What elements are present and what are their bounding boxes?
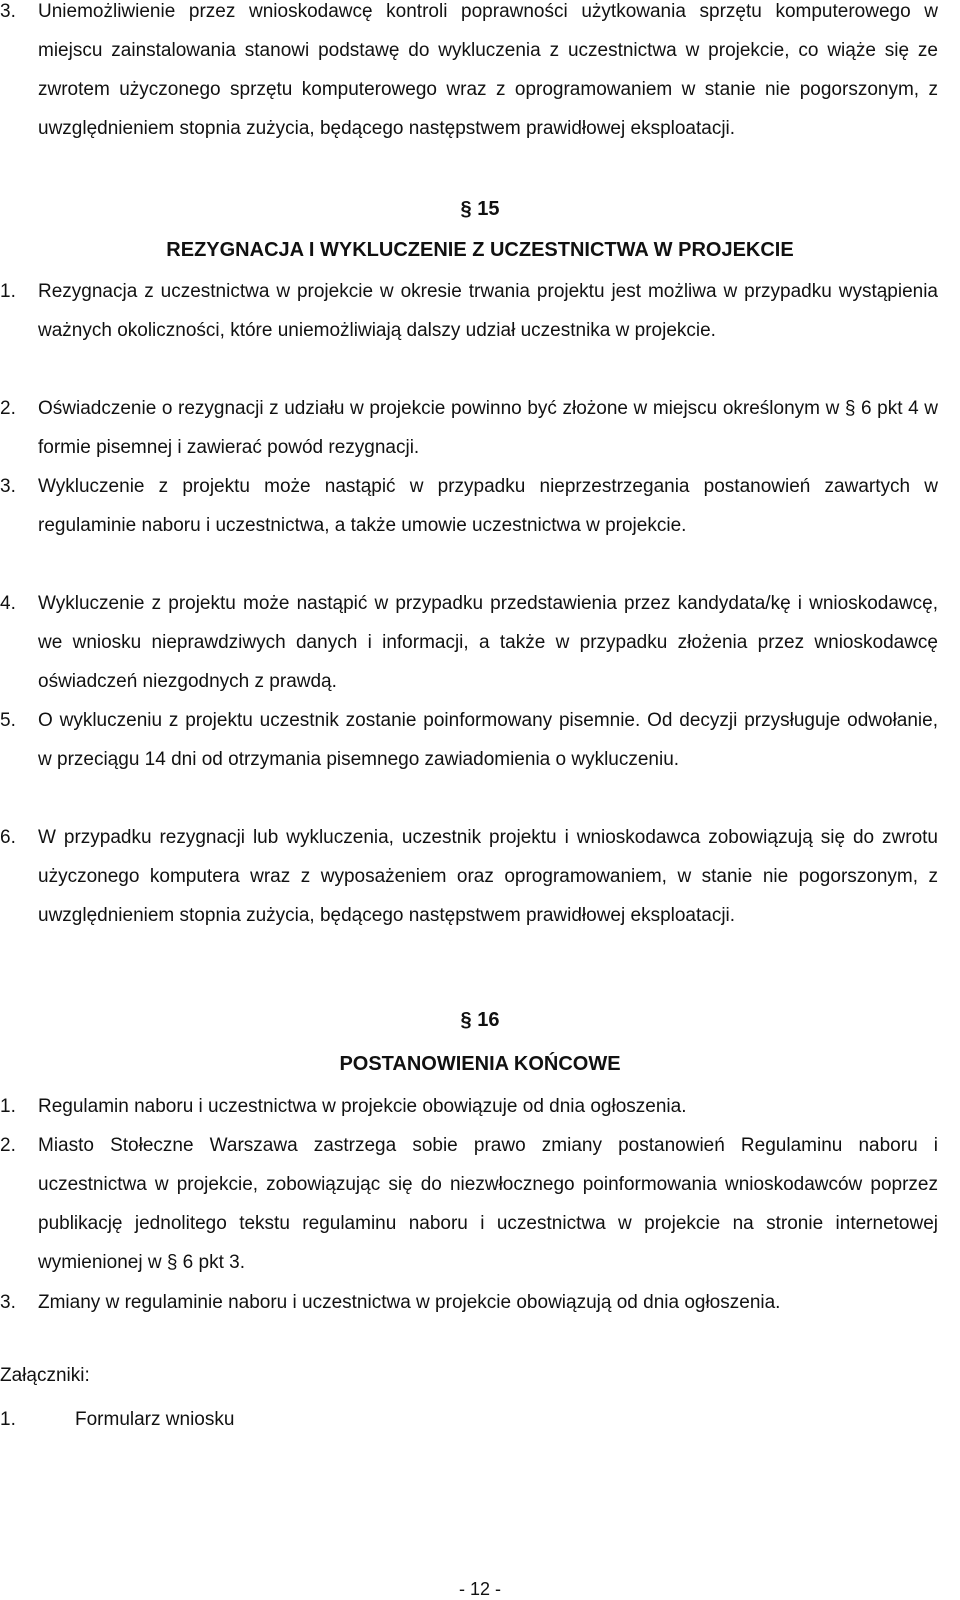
item-text: Oświadczenie o rezygnacji z udziału w projekcie powinno być złożone w miejscu określonym w § 6 pkt 4 w formie pisemnej i zawierać powód rezygnacji. [38, 398, 938, 458]
item-number: 6. [0, 827, 16, 848]
item-text: W przypadku rezygnacji lub wykluczenia, uczestnik projektu i wnioskodawca zobowiązują się do zwrotu użyczonego komputera wraz z wyposażeniem oraz oprogramowaniem, w stanie nie pogorszonym, z uwzględnieniem stopnia zużycia, będącego następstwem prawidłowej eksploatacji. [38, 827, 938, 926]
item-text: Zmiany w regulaminie naboru i uczestnictwa w projekcie obowiązują od dnia ogłoszenia. [38, 1292, 781, 1313]
section-sign: § 16 [460, 1009, 500, 1031]
item-number: 5. [0, 710, 16, 731]
item-number: 1. [0, 1096, 16, 1117]
page-number: - 12 - [458, 1579, 501, 1599]
section-sign: § 15 [460, 198, 500, 220]
item-number: 2. [0, 398, 16, 419]
attachments-label: Załączniki: [0, 1365, 90, 1386]
item-text: Miasto Stołeczne Warszawa zastrzega sobie prawo zmiany postanowień Regulaminu naboru i uczestnictwa w projekcie, zobowiązując się do niezwłocznego poinformowania wnioskodawców poprzez publikację jednolitego tekstu regulaminu naboru i uczestnictwa w projekcie na stronie internetowej wymienionej w § 6 pkt 3. [38, 1135, 938, 1273]
section-title: REZYGNACJA I WYKLUCZENIE Z UCZESTNICTWA W PROJEKCIE [166, 239, 794, 261]
item-text: Regulamin naboru i uczestnictwa w projekcie obowiązuje od dnia ogłoszenia. [38, 1096, 687, 1117]
item-text: Wykluczenie z projektu może nastąpić w przypadku przedstawienia przez kandydata/kę i wnioskodawcę, we wniosku nieprawdziwych danych i informacji, a także w przypadku złożenia przez wnioskodawcę oświadczeń niezgodnych z prawdą. [38, 593, 938, 692]
item-number: 3. [0, 1292, 16, 1313]
attachment-text: Formularz wniosku [75, 1409, 235, 1430]
section-title: POSTANOWIENIA KOŃCOWE [339, 1053, 621, 1075]
item-text: Wykluczenie z projektu może nastąpić w przypadku nieprzestrzegania postanowień zawartych w regulaminie naboru i uczestnictwa, a także umowie uczestnictwa w projekcie. [38, 476, 938, 536]
item-number: 1. [0, 281, 16, 302]
item-number: 3. [0, 476, 16, 497]
item-text: Rezygnacja z uczestnictwa w projekcie w okresie trwania projektu jest możliwa w przypadku wystąpienia ważnych okoliczności, które uniemożliwiają dalszy udział uczestnika w projekcie. [38, 281, 938, 341]
item-text: O wykluczeniu z projektu uczestnik zostanie poinformowany pisemnie. Od decyzji przysługuje odwołanie, w przeciągu 14 dni od otrzymania pisemnego zawiadomienia o wykluczeniu. [38, 710, 938, 770]
item-text: Uniemożliwienie przez wnioskodawcę kontroli poprawności użytkowania sprzętu komputerowego w miejscu zainstalowania stanowi podstawę do wykluczenia z uczestnictwa w projekcie, co wiąże się ze zwrotem użyczonego sprzętu komputerowego wraz z oprogramowaniem w stanie nie pogorszonym, z uwzględnieniem stopnia zużycia, będącego następstwem prawidłowej eksploatacji. [38, 1, 938, 139]
item-number: 2. [0, 1135, 16, 1156]
item-number: 3. [0, 1, 16, 22]
item-number: 1. [0, 1409, 16, 1430]
item-number: 4. [0, 593, 16, 614]
